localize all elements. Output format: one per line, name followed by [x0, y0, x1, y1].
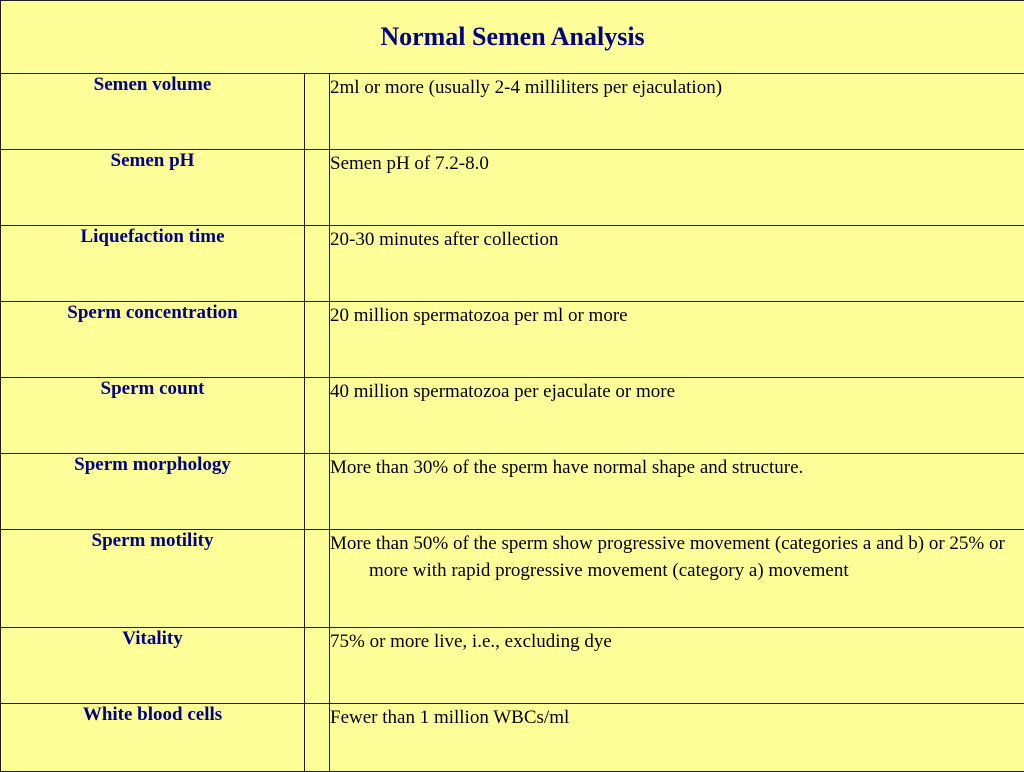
title-row: [1, 1, 1024, 74]
row-label: Semen volume: [1, 74, 305, 150]
row-label: Semen pH: [1, 150, 305, 226]
row-value: Semen pH of 7.2-8.0: [330, 150, 1024, 226]
table-row: [1, 454, 1024, 530]
row-label: Vitality: [1, 628, 305, 704]
table-title: Normal Semen Analysis: [380, 22, 644, 52]
row-spacer: [305, 454, 330, 530]
table-row: [1, 226, 1024, 302]
row-value: 20-30 minutes after collection: [330, 226, 1024, 302]
row-spacer: [305, 302, 330, 378]
row-spacer: [305, 226, 330, 302]
row-spacer: [305, 530, 330, 628]
row-value: 40 million spermatozoa per ejaculate or more: [330, 378, 1024, 454]
row-label: Sperm motility: [1, 530, 305, 628]
table-row: [1, 628, 1024, 704]
row-label: White blood cells: [1, 704, 305, 772]
row-value: More than 30% of the sperm have normal shape and structure.: [330, 454, 1024, 530]
table-row: [1, 74, 1024, 150]
row-label: Sperm concentration: [1, 302, 305, 378]
row-value: Fewer than 1 million WBCs/ml: [330, 704, 1024, 772]
row-value-text: More than 50% of the sperm show progressive movement (categories a and b) or 25% or more with rapid progressive movement (category a) movement: [330, 530, 1024, 584]
row-spacer: [305, 378, 330, 454]
row-spacer: [305, 704, 330, 772]
row-label: Liquefaction time: [1, 226, 305, 302]
row-label: Sperm count: [1, 378, 305, 454]
row-value: 75% or more live, i.e., excluding dye: [330, 628, 1024, 704]
table-row: [1, 704, 1024, 772]
row-spacer: [305, 150, 330, 226]
title-cell: [1, 1, 1024, 74]
row-spacer: [305, 74, 330, 150]
row-value: 2ml or more (usually 2-4 milliliters per ejaculation): [330, 74, 1024, 150]
table-row: [1, 378, 1024, 454]
table-row: [1, 530, 1024, 628]
table-row: [1, 302, 1024, 378]
row-spacer: [305, 628, 330, 704]
row-value: [330, 530, 1024, 628]
table-row: [1, 150, 1024, 226]
row-label: Sperm morphology: [1, 454, 305, 530]
row-value: 20 million spermatozoa per ml or more: [330, 302, 1024, 378]
